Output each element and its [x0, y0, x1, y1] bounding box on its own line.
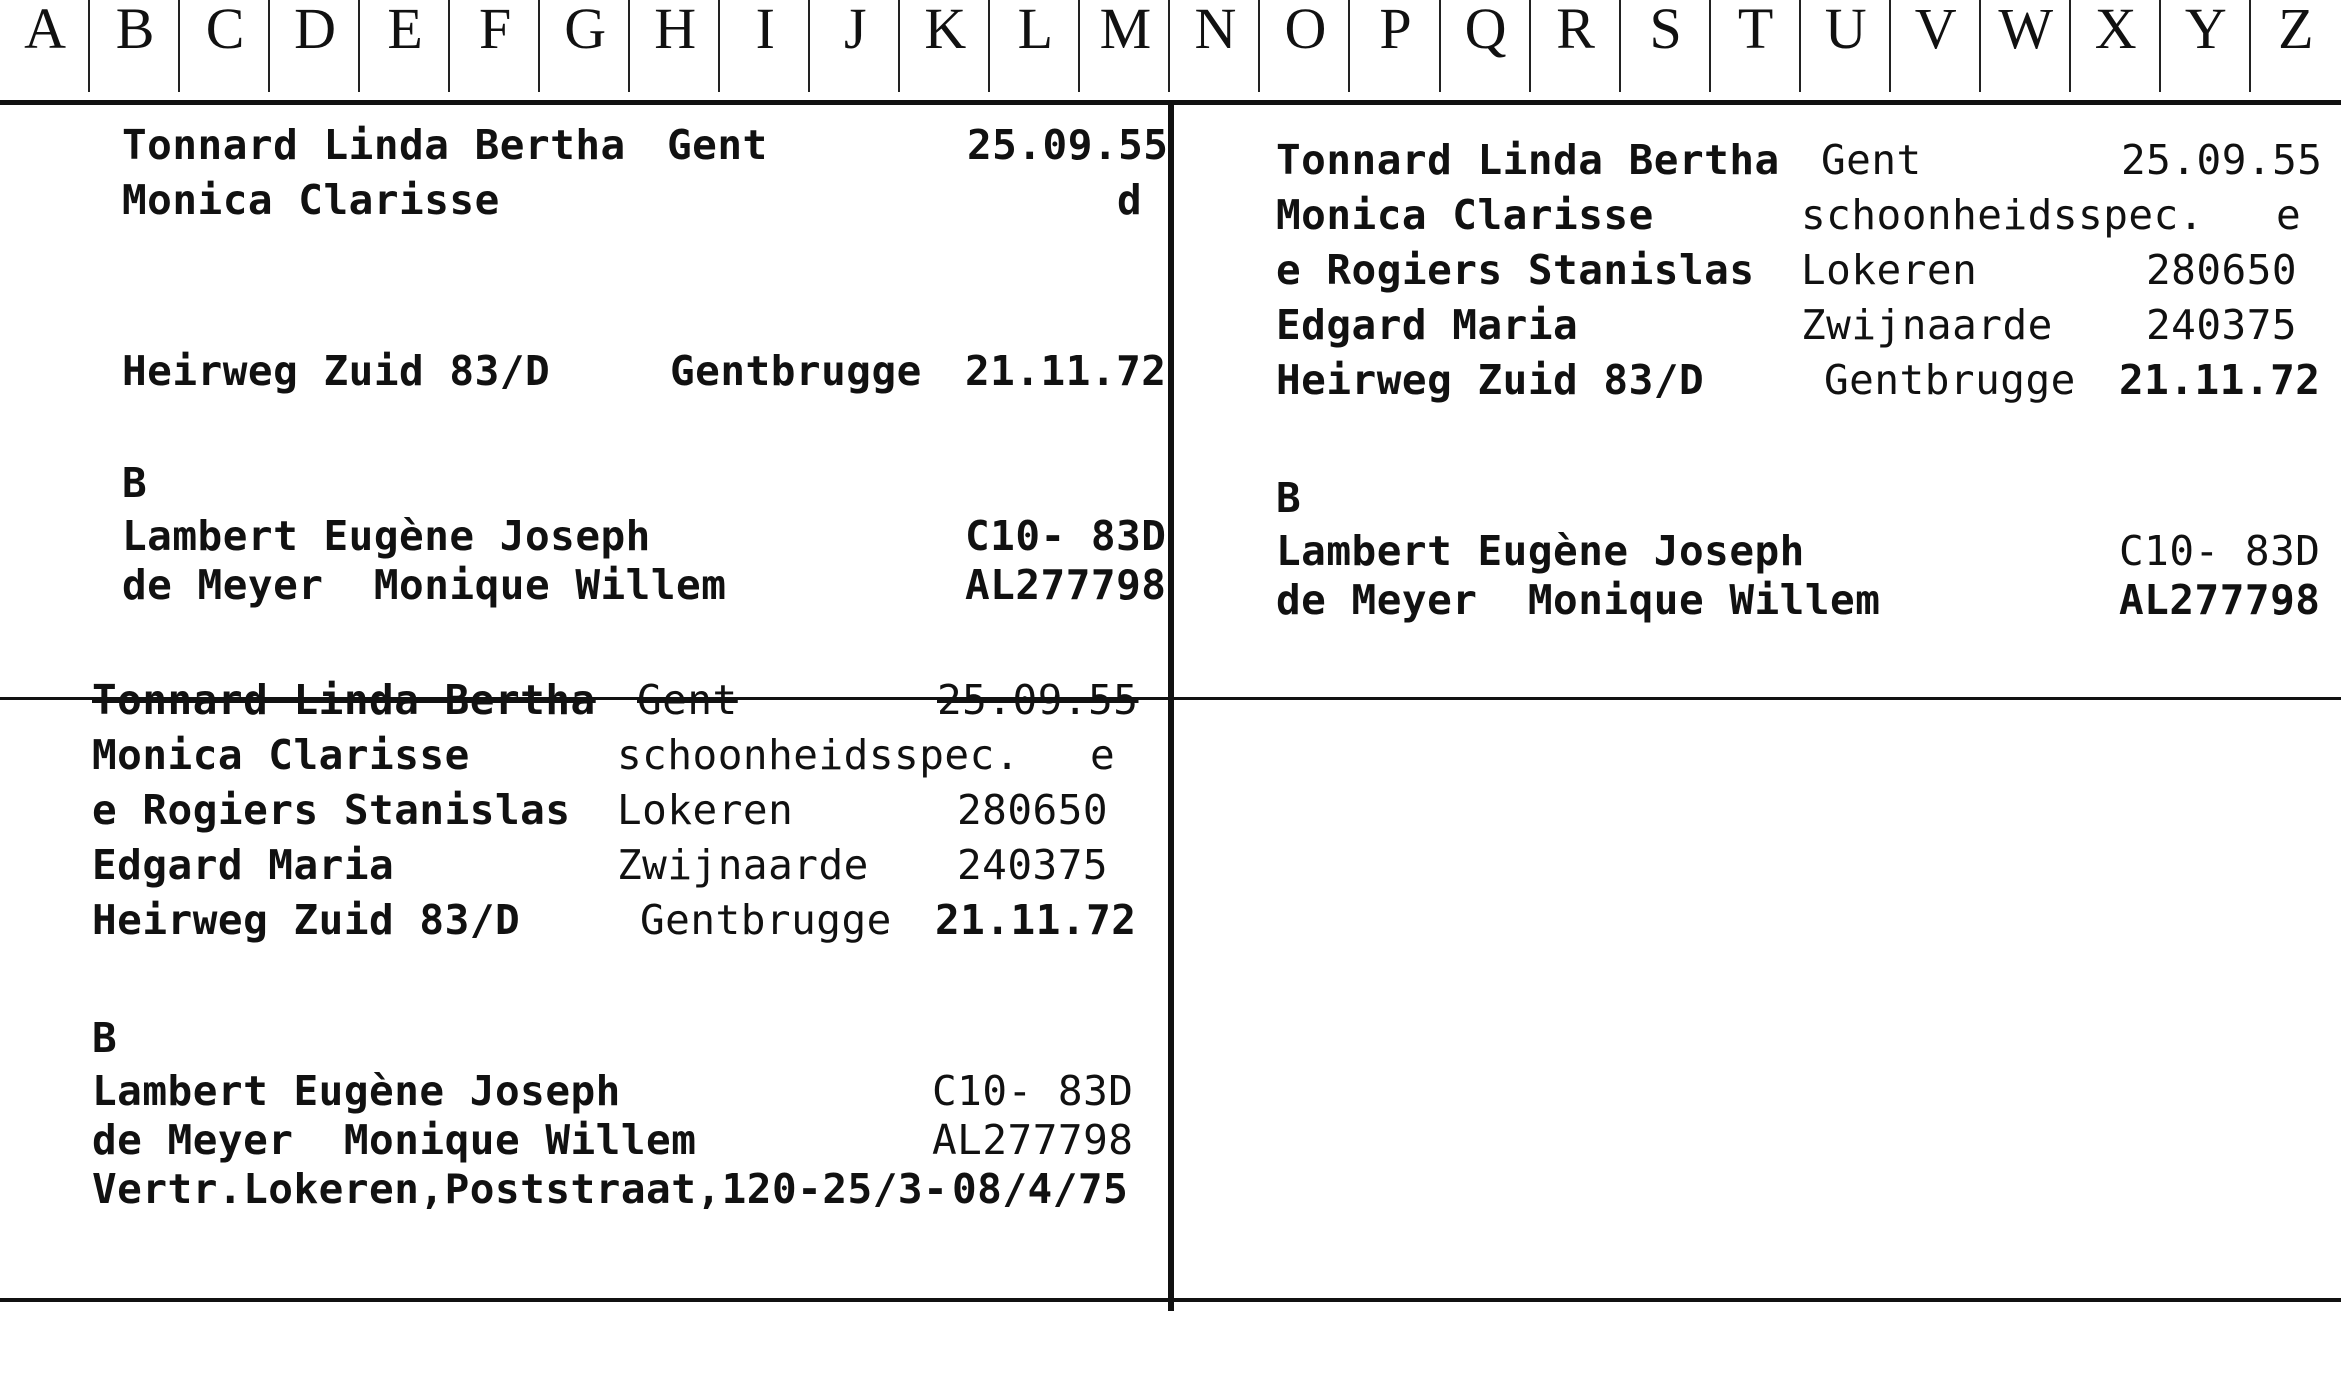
- alphabet-index: [0, 0, 2341, 92]
- card-line: [1276, 471, 2326, 526]
- card-place: Gent: [667, 121, 768, 169]
- card-code: e: [2276, 191, 2302, 239]
- card-place: Gentbrugge: [1824, 356, 2076, 404]
- index-letter-e: E: [360, 0, 450, 92]
- index-letter-j: J: [810, 0, 900, 92]
- card-code: AL277798: [965, 561, 1167, 609]
- card-top-right: [1276, 133, 2326, 628]
- card-place: Gent: [1821, 136, 1922, 184]
- card-name: Lambert Eugène Joseph: [122, 512, 651, 560]
- index-letter-o: O: [1260, 0, 1350, 92]
- card-line: [122, 344, 1167, 399]
- card-name: de Meyer Monique Willem: [122, 561, 727, 609]
- index-letter-i: I: [720, 0, 810, 92]
- index-letter-m: M: [1080, 0, 1170, 92]
- card-date: 08/4/75: [952, 1165, 1129, 1213]
- card-line: [92, 783, 1162, 838]
- card-code: C10- 83D: [932, 1067, 1134, 1115]
- card-date: 280650: [957, 786, 1109, 834]
- card-line: [92, 893, 1162, 948]
- card-name: e Rogiers Stanislas: [1276, 246, 1755, 294]
- card-line: [1276, 353, 2326, 408]
- card-name: Monica Clarisse: [92, 731, 470, 779]
- card-line: [92, 1011, 1162, 1066]
- index-letter-v: V: [1891, 0, 1981, 92]
- card-line-empty: [122, 228, 1162, 283]
- index-letter-p: P: [1350, 0, 1440, 92]
- card-name: Monica Clarisse: [122, 176, 500, 224]
- card-line: [122, 509, 1167, 564]
- card-line: [122, 173, 1162, 228]
- card-place: Zwijnaarde: [1801, 301, 2053, 349]
- card-line: [1276, 524, 2326, 579]
- card-address: Heirweg Zuid 83/D: [1276, 356, 1705, 404]
- card-occupation: schoonheidsspec.: [1801, 191, 2204, 239]
- card-date: 21.11.72: [2119, 356, 2321, 404]
- index-letter-s: S: [1621, 0, 1711, 92]
- card-date: 21.11.72: [935, 896, 1137, 944]
- card-date: 25.09.55: [967, 121, 1169, 169]
- index-letter-k: K: [900, 0, 990, 92]
- card-code: e: [1090, 731, 1116, 779]
- card-place: Lokeren: [617, 786, 794, 834]
- index-letter-y: Y: [2161, 0, 2251, 92]
- card-marker: B: [92, 1014, 118, 1062]
- card-line: [92, 838, 1162, 893]
- card-date: 21.11.72: [965, 347, 1167, 395]
- card-line: [122, 456, 1162, 511]
- card-name: de Meyer Monique Willem: [1276, 576, 1881, 624]
- index-letter-q: Q: [1441, 0, 1531, 92]
- card-line: [92, 728, 1162, 783]
- card-date: 25.09.55: [2121, 136, 2323, 184]
- card-line: [92, 1064, 1162, 1119]
- card-bottom-left: [92, 673, 1162, 1223]
- card-place: Zwijnaarde: [617, 841, 869, 889]
- index-letter-x: X: [2071, 0, 2161, 92]
- card-address: Heirweg Zuid 83/D: [122, 347, 551, 395]
- card-code: C10- 83D: [2119, 527, 2321, 575]
- index-letter-z: Z: [2278, 0, 2314, 61]
- index-letter-u: U: [1801, 0, 1891, 92]
- card-name: de Meyer Monique Willem: [92, 1116, 697, 1164]
- card-line-empty: [122, 393, 1162, 448]
- card-marker: B: [1276, 474, 1302, 522]
- index-letter-c: C: [180, 0, 270, 92]
- card-date: 240375: [2146, 301, 2298, 349]
- card-line: [1276, 298, 2326, 353]
- card-line-empty: [1276, 408, 2326, 463]
- card-code: AL277798: [932, 1116, 1134, 1164]
- index-letter-l: L: [990, 0, 1080, 92]
- card-name: e Rogiers Stanislas: [92, 786, 571, 834]
- card-name: Lambert Eugène Joseph: [92, 1067, 621, 1115]
- card-line: [1276, 243, 2326, 298]
- card-note: Vertr.Lokeren,Poststraat,120-25/3-: [92, 1165, 949, 1213]
- index-letter-b: B: [90, 0, 180, 92]
- card-date: 25.09.55: [937, 676, 1139, 724]
- card-line: [1276, 573, 2326, 628]
- index-letter-n: N: [1170, 0, 1260, 92]
- card-address: Heirweg Zuid 83/D: [92, 896, 521, 944]
- card-line: [1276, 133, 2326, 188]
- card-name: Edgard Maria: [1276, 301, 1579, 349]
- card-line: [92, 1113, 1162, 1168]
- index-letter-f: F: [450, 0, 540, 92]
- card-name: Tonnard Linda Bertha: [122, 121, 626, 169]
- index-letter-t: T: [1711, 0, 1801, 92]
- card-name: Tonnard Linda Bertha: [92, 676, 596, 724]
- card-name: Edgard Maria: [92, 841, 395, 889]
- card-code: AL277798: [2119, 576, 2321, 624]
- card-place: Gentbrugge: [670, 347, 922, 395]
- card-code: d: [1117, 176, 1143, 224]
- card-name: Monica Clarisse: [1276, 191, 1654, 239]
- index-letter-r: R: [1531, 0, 1621, 92]
- card-line-empty: [92, 948, 1162, 1003]
- index-letter-d: D: [270, 0, 360, 92]
- card-line-empty: [122, 283, 1162, 338]
- card-name: Tonnard Linda Bertha: [1276, 136, 1780, 184]
- card-top-left: [122, 118, 1169, 613]
- card-code: C10- 83D: [965, 512, 1167, 560]
- index-letter-h: H: [630, 0, 720, 92]
- card-place: Gent: [637, 676, 738, 724]
- center-divider: [1168, 100, 1174, 1311]
- card-date: 280650: [2146, 246, 2298, 294]
- index-letter-g: G: [540, 0, 630, 92]
- card-marker: B: [122, 459, 148, 507]
- card-line: [92, 1162, 1162, 1217]
- card-date: 240375: [957, 841, 1109, 889]
- card-line: [122, 558, 1167, 613]
- card-line: [122, 118, 1169, 173]
- card-place: Lokeren: [1801, 246, 1978, 294]
- index-letter-w: W: [1981, 0, 2071, 92]
- card-line: [1276, 188, 2326, 243]
- card-place: Gentbrugge: [640, 896, 892, 944]
- index-letter-a: A: [0, 0, 90, 92]
- card-line: [92, 673, 1162, 728]
- card-name: Lambert Eugène Joseph: [1276, 527, 1805, 575]
- card-occupation: schoonheidsspec.: [617, 731, 1020, 779]
